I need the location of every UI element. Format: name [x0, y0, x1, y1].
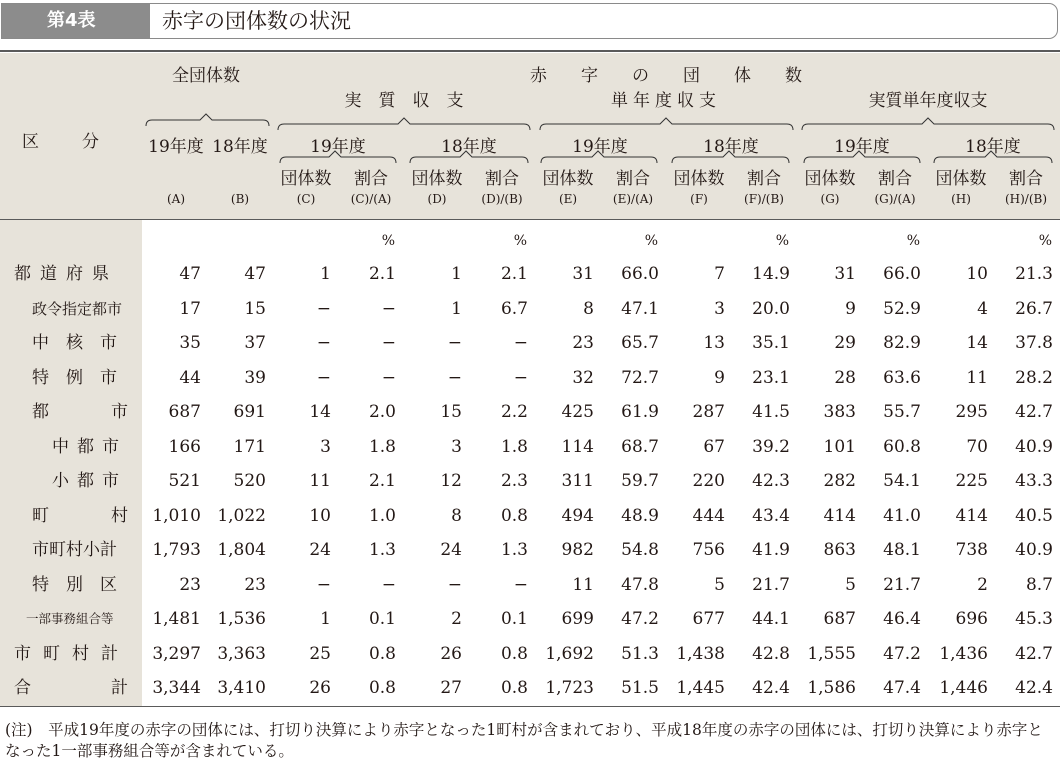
table-cell: 1,010: [152, 505, 201, 526]
table-cell: 0.8: [500, 643, 528, 664]
table-cell: 48.1: [883, 540, 921, 560]
row-label-char: 市: [111, 402, 128, 422]
table-cell: 45.3: [1015, 609, 1053, 629]
table-cell: 25: [309, 643, 331, 664]
ratio-header: 割合: [354, 169, 388, 189]
table-cell: 54.8: [621, 540, 659, 560]
table-cell: 1,804: [217, 540, 266, 560]
table-cell: 35.1: [752, 333, 790, 353]
table-cell: 24: [309, 540, 331, 560]
column-code: (H)/(B): [1004, 192, 1048, 206]
table-cell: 14: [966, 333, 988, 353]
table-cell: 383: [823, 402, 856, 422]
table-cell: 414: [955, 505, 988, 526]
table-cell: 863: [823, 540, 856, 560]
row-label-char: 合: [14, 678, 31, 698]
table-cell: 39.2: [752, 436, 790, 457]
table-cell: 63.6: [883, 367, 921, 388]
table-cell: 8: [451, 505, 462, 526]
table-cell: 29: [834, 333, 856, 353]
ratio-header: 割合: [878, 169, 912, 189]
table-cell: 23: [244, 574, 266, 595]
table-cell: 40.9: [1015, 436, 1053, 457]
table-cell: 1,555: [807, 643, 856, 664]
table-cell: 1.3: [500, 540, 528, 560]
footnote: (注) 平成19年度の赤字の団体には、打切り決算により赤字となった1町村が含まれており、平成18年度の赤字の団体には、打切り決算により赤字となった1一部事務組合等が含まれている。: [5, 721, 1043, 760]
jisshitsu-header: 実 質 収 支: [344, 91, 464, 111]
table-cell: 225: [955, 471, 988, 491]
table-cell: 42.7: [1015, 402, 1053, 422]
table-cell: 0.1: [368, 609, 396, 629]
table-cell: 47.2: [621, 609, 659, 629]
ratio-header: 割合: [616, 169, 650, 189]
table-cell: 1: [320, 264, 331, 284]
percent-unit: %: [1038, 233, 1052, 249]
table-cell: 4: [977, 298, 988, 319]
table-cell: 2: [451, 609, 462, 629]
column-code: (D)/(B): [481, 192, 523, 206]
table-cell: 41.0: [883, 505, 921, 526]
table-cell: −: [381, 574, 396, 595]
table-cell: 13: [703, 333, 725, 353]
table-cell: 1,481: [152, 609, 201, 629]
stub-header: 区 分: [22, 132, 102, 152]
table-cell: 1,022: [217, 505, 266, 526]
column-code: (C)/(A): [350, 192, 392, 206]
table-cell: 23.1: [752, 367, 790, 388]
ratio-header: 割合: [1009, 169, 1043, 189]
table-cell: 14: [309, 402, 331, 422]
table-cell: 28: [834, 367, 856, 388]
table-cell: 166: [168, 436, 201, 457]
table-cell: 0.8: [368, 643, 396, 664]
table-cell: 0.1: [500, 609, 528, 629]
table-cell: 425: [561, 402, 594, 422]
table-cell: 9: [714, 367, 725, 388]
table-cell: 5: [845, 574, 856, 595]
table-title: 赤字の団体数の状況: [162, 9, 351, 33]
percent-unit: %: [381, 233, 395, 249]
table-cell: 26.7: [1015, 298, 1053, 319]
table-cell: 6.7: [500, 298, 528, 319]
table-cell: 17: [179, 298, 201, 319]
table-cell: 444: [692, 505, 725, 526]
table-cell: 28.2: [1015, 367, 1053, 388]
table-cell: −: [381, 333, 396, 353]
count-header: 団体数: [280, 169, 332, 189]
table-cell: 26: [309, 678, 331, 698]
table-cell: 72.7: [621, 367, 659, 388]
table-cell: −: [381, 298, 396, 319]
table-cell: 3,297: [152, 643, 201, 664]
table-cell: 311: [561, 471, 594, 491]
table-cell: 47: [179, 264, 201, 284]
table-cell: 59.7: [621, 471, 659, 491]
row-label: [32, 402, 128, 422]
table-cell: 55.7: [883, 402, 921, 422]
column-code: (G): [820, 192, 840, 206]
table-cell: 171: [233, 436, 266, 457]
table-cell: 1.3: [368, 540, 396, 560]
table-cell: 1: [320, 609, 331, 629]
table-cell: 47: [244, 264, 266, 284]
table-cell: 47.2: [883, 643, 921, 664]
table-cell: 220: [692, 471, 725, 491]
table-cell: 51.3: [621, 643, 659, 664]
table-cell: 687: [168, 402, 201, 422]
table-cell: 42.4: [1015, 678, 1053, 698]
table-cell: 2: [977, 574, 988, 595]
table-cell: 1.8: [368, 436, 396, 457]
table-cell: 2.1: [368, 264, 396, 284]
table-cell: 1,436: [939, 643, 988, 664]
count-header: 団体数: [411, 169, 463, 189]
table-cell: 37: [244, 333, 266, 353]
table-cell: 23: [179, 574, 201, 595]
table-cell: 677: [692, 609, 725, 629]
table-cell: 46.4: [883, 609, 921, 629]
table-cell: 11: [572, 574, 594, 595]
fy18-header: 18年度: [441, 137, 497, 157]
table-cell: 48.9: [621, 505, 659, 526]
table-cell: 1.0: [368, 505, 396, 526]
row-label: [32, 506, 128, 526]
table-cell: 2.1: [500, 264, 528, 284]
table-cell: 1,536: [217, 609, 266, 629]
table-cell: 12: [440, 471, 462, 491]
table-cell: 738: [955, 540, 988, 560]
table-cell: 10: [966, 264, 988, 284]
row-label: 小都市: [52, 471, 127, 491]
table-cell: 3: [714, 298, 725, 319]
jisshitsu-tannendo-header: 実質単年度収支: [868, 91, 988, 111]
table-cell: 21.7: [752, 574, 790, 595]
table-cell: −: [316, 333, 331, 353]
row-label: 一部事務組合等: [26, 611, 114, 626]
table-cell: 20.0: [752, 298, 790, 319]
row-label: 中核市: [32, 333, 134, 353]
table-cell: 47.8: [621, 574, 659, 595]
row-label: [14, 678, 128, 698]
table-cell: −: [513, 333, 528, 353]
row-label: 特例市: [32, 367, 134, 388]
table-cell: 11: [966, 367, 988, 388]
column-code: (G)/(A): [874, 192, 916, 206]
column-code: (A): [166, 192, 186, 206]
table-cell: 520: [233, 471, 266, 491]
row-label: 市町村小計: [32, 540, 117, 560]
row-label-char: 町: [32, 505, 49, 526]
table-cell: 35: [179, 333, 201, 353]
column-code: (F)/(B): [744, 192, 784, 206]
table-cell: 1,438: [676, 643, 725, 664]
table-cell: 44.1: [752, 609, 790, 629]
table-cell: 691: [233, 402, 266, 422]
table-cell: 21.7: [883, 574, 921, 595]
table-cell: −: [316, 367, 331, 388]
table-cell: 40.5: [1015, 505, 1053, 526]
column-code: (E)/(A): [612, 192, 654, 206]
table-cell: 2.3: [500, 471, 528, 491]
table-cell: 756: [692, 540, 725, 560]
table-cell: −: [316, 298, 331, 319]
table-cell: 982: [561, 540, 594, 560]
table-number-tab: 第4表: [2, 4, 150, 38]
table-cell: −: [447, 367, 462, 388]
row-label: 政令指定都市: [32, 299, 123, 318]
table-cell: 54.1: [883, 471, 921, 491]
count-header: 団体数: [673, 169, 725, 189]
table-cell: 0.8: [500, 505, 528, 526]
table-cell: 521: [168, 471, 201, 491]
table-cell: 7: [714, 264, 725, 284]
table-cell: 696: [955, 609, 988, 629]
table-cell: 68.7: [621, 436, 659, 457]
total-header: 全団体数: [172, 66, 240, 86]
table-cell: 2.2: [500, 402, 528, 422]
table-cell: 101: [823, 436, 856, 457]
column-code: (F): [690, 192, 708, 206]
table-cell: 699: [561, 609, 594, 629]
table-cell: 23: [572, 333, 594, 353]
table-cell: −: [513, 574, 528, 595]
table-cell: 37.8: [1015, 333, 1053, 353]
table-cell: 66.0: [883, 264, 921, 284]
table-cell: 43.4: [752, 505, 790, 526]
table-cell: 1.8: [500, 436, 528, 457]
percent-unit: %: [513, 233, 527, 249]
table-cell: 26: [440, 643, 462, 664]
table-cell: 1,692: [545, 643, 594, 664]
table-cell: 66.0: [621, 264, 659, 284]
column-code: (H): [951, 192, 971, 206]
stub-column: [0, 220, 142, 706]
table-cell: 0.8: [368, 678, 396, 698]
table-cell: 42.4: [752, 678, 790, 698]
table-cell: 41.9: [752, 540, 790, 560]
row-label-char: 村: [111, 505, 128, 526]
column-code: (E): [558, 192, 578, 206]
table-cell: 9: [845, 298, 856, 319]
row-label-char: 計: [111, 678, 128, 698]
table-cell: 24: [440, 540, 462, 560]
table-cell: 51.5: [621, 678, 659, 698]
table-cell: 31: [834, 264, 856, 284]
table-cell: 14.9: [752, 264, 790, 284]
column-code: (D): [427, 192, 447, 206]
table-cell: −: [447, 574, 462, 595]
table-cell: 40.9: [1015, 540, 1053, 560]
count-header: 団体数: [935, 169, 987, 189]
table-cell: 2.1: [368, 471, 396, 491]
fy18-header: 18年度: [212, 137, 268, 157]
table-cell: 44: [179, 367, 201, 388]
column-code: (B): [230, 192, 250, 206]
row-label-char: 都: [32, 402, 49, 422]
table-cell: 43.3: [1015, 471, 1053, 491]
table-cell: 0.8: [500, 678, 528, 698]
table-cell: 67: [703, 436, 725, 457]
table-cell: 414: [823, 505, 856, 526]
table-cell: 15: [440, 402, 462, 422]
table-cell: 32: [572, 367, 594, 388]
percent-unit: %: [775, 233, 789, 249]
row-label: 中都市: [52, 436, 127, 457]
table-cell: −: [513, 367, 528, 388]
ratio-header: 割合: [485, 169, 519, 189]
table-cell: 47.1: [621, 298, 659, 319]
table-cell: 47.4: [883, 678, 921, 698]
table-cell: 8.7: [1025, 574, 1053, 595]
table-cell: 1,723: [545, 678, 594, 698]
table-cell: 21.3: [1015, 264, 1053, 284]
table-cell: 65.7: [621, 333, 659, 353]
table-cell: 687: [823, 609, 856, 629]
fy19-header: 19年度: [148, 137, 204, 157]
percent-unit: %: [906, 233, 920, 249]
table-cell: 2.0: [368, 402, 396, 422]
table-cell: 42.8: [752, 643, 790, 664]
table-cell: 1: [451, 298, 462, 319]
ratio-header: 割合: [747, 169, 781, 189]
table-cell: −: [316, 574, 331, 595]
fy18-header: 18年度: [965, 137, 1021, 157]
table-cell: 61.9: [621, 402, 659, 422]
count-header: 団体数: [804, 169, 856, 189]
table-cell: 15: [244, 298, 266, 319]
table-cell: 3,410: [217, 678, 266, 698]
fy18-header: 18年度: [703, 137, 759, 157]
table-cell: 1,793: [152, 540, 201, 560]
fy19-header: 19年度: [310, 137, 366, 157]
table-cell: 1,445: [676, 678, 725, 698]
table-cell: 42.7: [1015, 643, 1053, 664]
table-cell: 1,446: [939, 678, 988, 698]
table-cell: 494: [561, 505, 594, 526]
table-cell: 1: [451, 264, 462, 284]
tannendo-header: 単年度収支: [611, 91, 721, 111]
table-cell: 3: [451, 436, 462, 457]
table-cell: 287: [692, 402, 725, 422]
table-cell: 31: [572, 264, 594, 284]
row-label: 特別区: [32, 574, 134, 595]
table-cell: 60.8: [883, 436, 921, 457]
table-cell: 27: [440, 678, 462, 698]
table-cell: 3,363: [217, 643, 266, 664]
table-cell: 11: [309, 471, 331, 491]
table-cell: 70: [966, 436, 988, 457]
row-label: 市町村計: [14, 643, 130, 664]
column-code: (C): [296, 192, 316, 206]
deficit-header: 赤 字 の 団 体 数: [530, 66, 802, 86]
row-label: 都道府県: [14, 264, 118, 284]
bottom-rule: [0, 706, 1060, 707]
table-cell: 114: [561, 436, 594, 457]
fy19-header: 19年度: [834, 137, 890, 157]
table-cell: 1,586: [807, 678, 856, 698]
table-cell: −: [447, 333, 462, 353]
table-cell: 42.3: [752, 471, 790, 491]
table-cell: 10: [309, 505, 331, 526]
table-cell: 282: [823, 471, 856, 491]
percent-unit: %: [644, 233, 658, 249]
table-cell: 3,344: [152, 678, 201, 698]
table-cell: 41.5: [752, 402, 790, 422]
table-cell: 5: [714, 574, 725, 595]
table-cell: 52.9: [883, 298, 921, 319]
table-cell: 295: [955, 402, 988, 422]
table-cell: 3: [320, 436, 331, 457]
table-cell: −: [381, 367, 396, 388]
table-cell: 82.9: [883, 333, 921, 353]
fy19-header: 19年度: [572, 137, 628, 157]
count-header: 団体数: [542, 169, 594, 189]
table-cell: 39: [244, 367, 266, 388]
table-cell: 8: [583, 298, 594, 319]
